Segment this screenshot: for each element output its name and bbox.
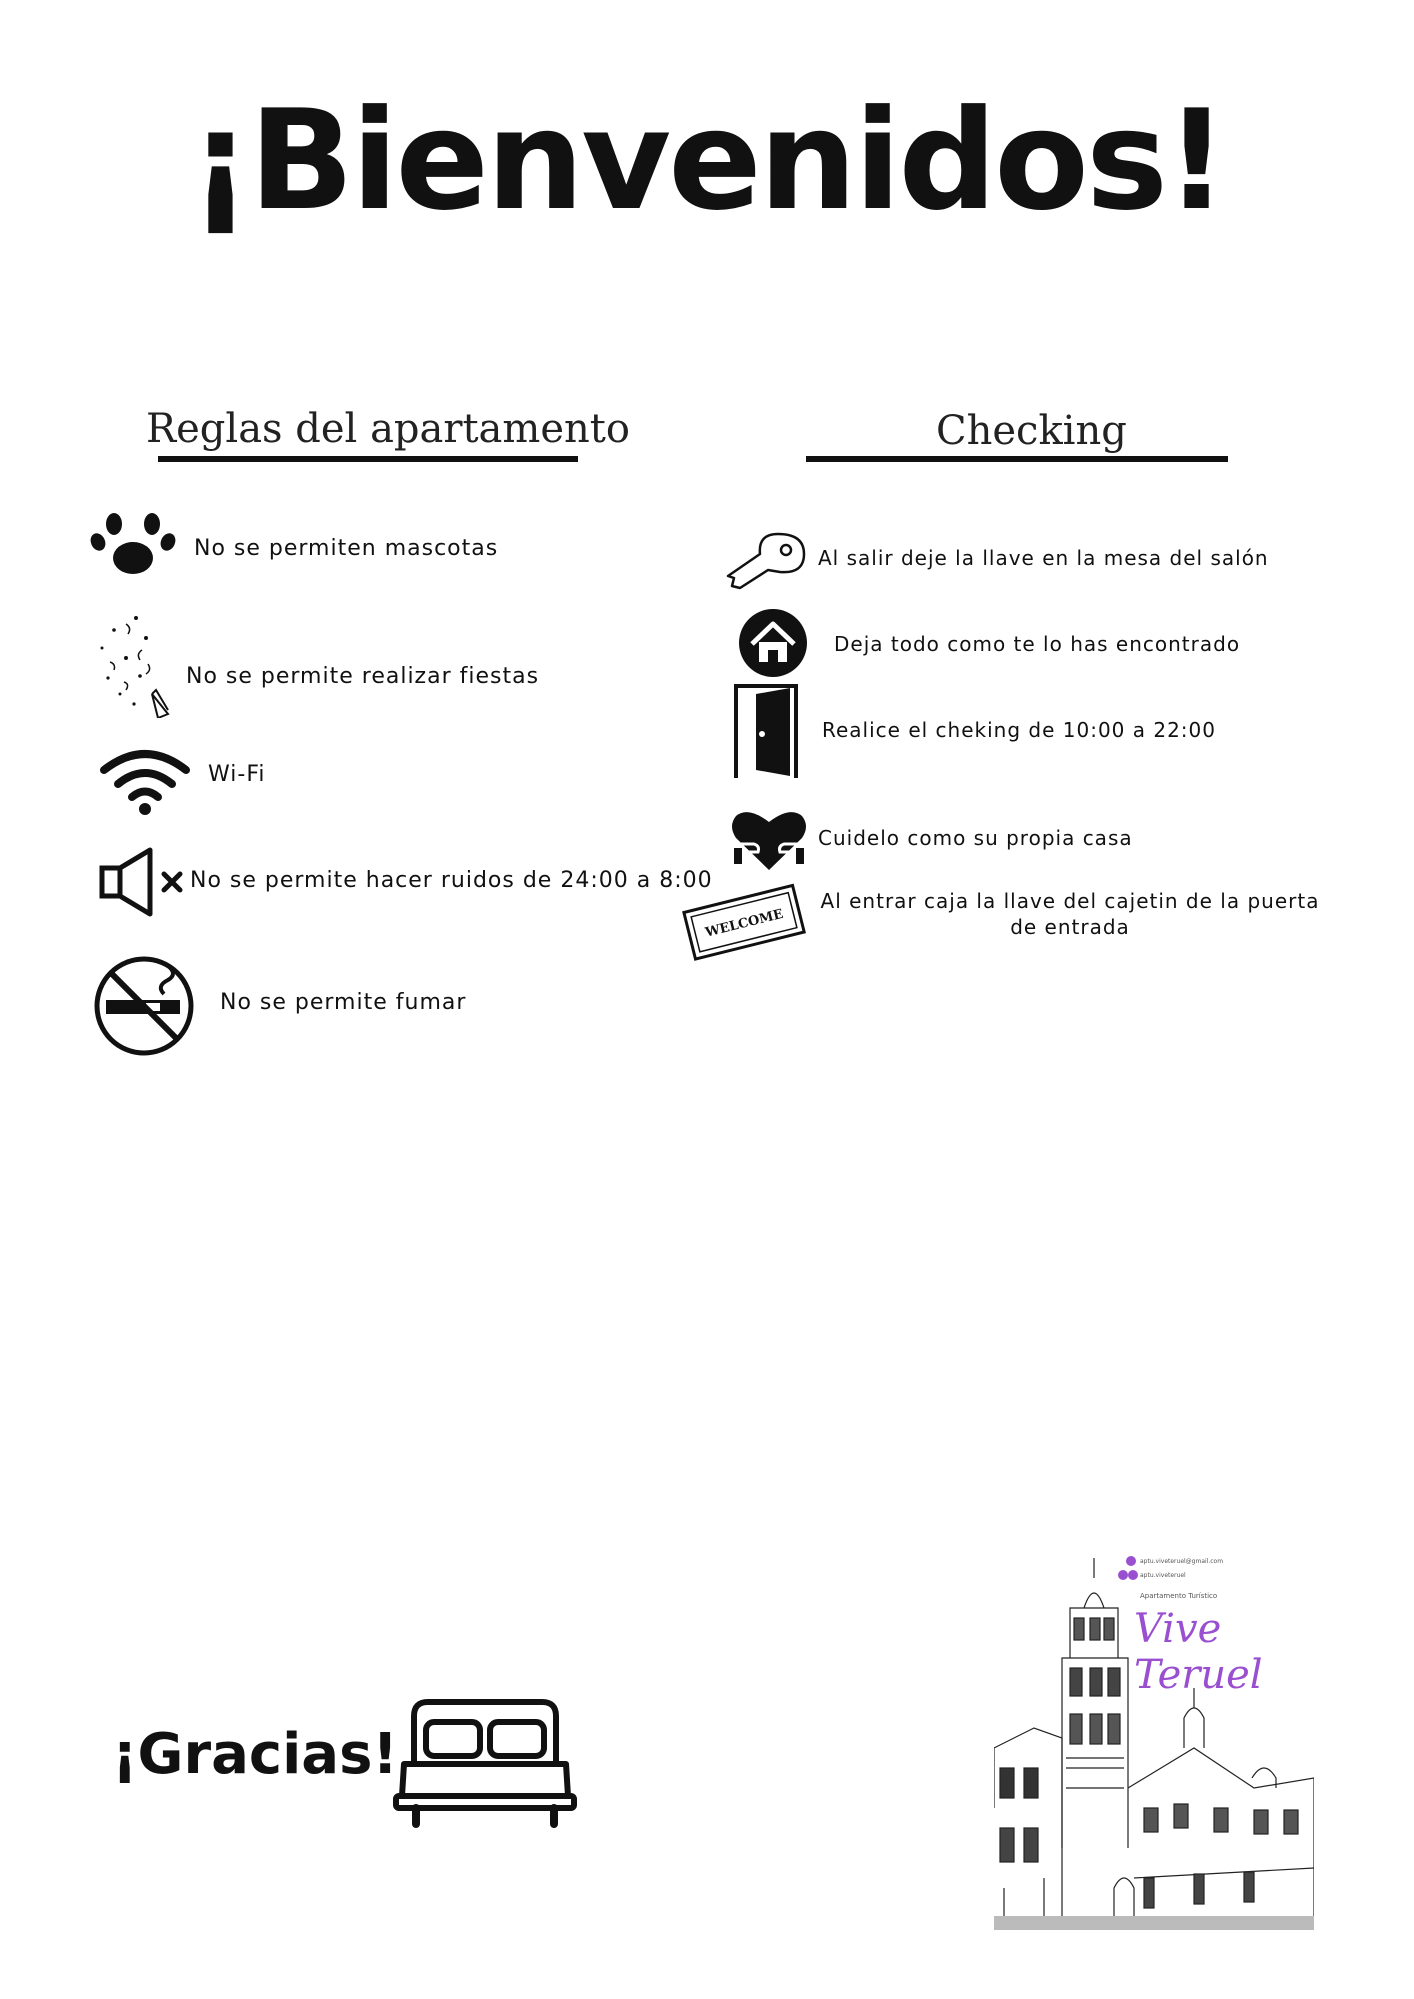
email-label: aptu.viveteruel@gmail.com [1140, 1558, 1224, 1565]
rule-item-noise: No se permite hacer ruidos de 24:00 a 8:00 [190, 868, 713, 893]
speaker-muted-icon [98, 846, 190, 918]
thanks-text: ¡Gracias! [112, 1722, 398, 1787]
rule-item-pets: No se permiten mascotas [194, 536, 499, 561]
door-icon [732, 682, 802, 780]
welcome-mat-icon [680, 882, 810, 962]
wifi-icon [98, 748, 192, 816]
page-title: ¡Bienvenidos! [188, 80, 1226, 241]
checking-item-hours: Realice el cheking de 10:00 a 22:00 [822, 718, 1216, 742]
checking-item-care: Cuidelo como su propia casa [818, 826, 1133, 850]
rule-item-smoking: No se permite fumar [220, 990, 467, 1015]
rule-item-parties: No se permite realizar fiestas [186, 664, 540, 689]
confetti-popper-icon [96, 608, 172, 718]
bed-icon [392, 1696, 578, 1828]
checking-item-leave-as-found: Deja todo como te lo has encontrado [834, 632, 1241, 656]
no-smoking-icon [92, 954, 196, 1058]
paw-icon [90, 508, 176, 578]
house-icon [738, 608, 808, 678]
heart-hands-icon [728, 808, 810, 874]
vive-teruel-logo [994, 1548, 1314, 1930]
checking-item-key-box: Al entrar caja la llave del cajetin de la puerta de entrada [820, 889, 1320, 939]
logo-subtitle: Apartamento Turístico [1140, 1592, 1218, 1600]
checking-item-key: Al salir deje la llave en la mesa del salón [818, 546, 1269, 570]
logo-brand: Vive Teruel [1134, 1606, 1263, 1698]
rules-heading: Reglas del apartamento [146, 406, 630, 452]
welcome-mat-label: WELCOME [703, 906, 785, 941]
rules-underline [158, 456, 578, 462]
checking-heading: Checking [936, 408, 1127, 454]
social-label: aptu.viveteruel [1140, 1572, 1186, 1579]
teruel-cathedral-illustration [994, 1548, 1314, 1930]
checking-underline [806, 456, 1228, 462]
rule-item-wifi: Wi-Fi [208, 762, 266, 787]
key-icon [724, 530, 808, 592]
